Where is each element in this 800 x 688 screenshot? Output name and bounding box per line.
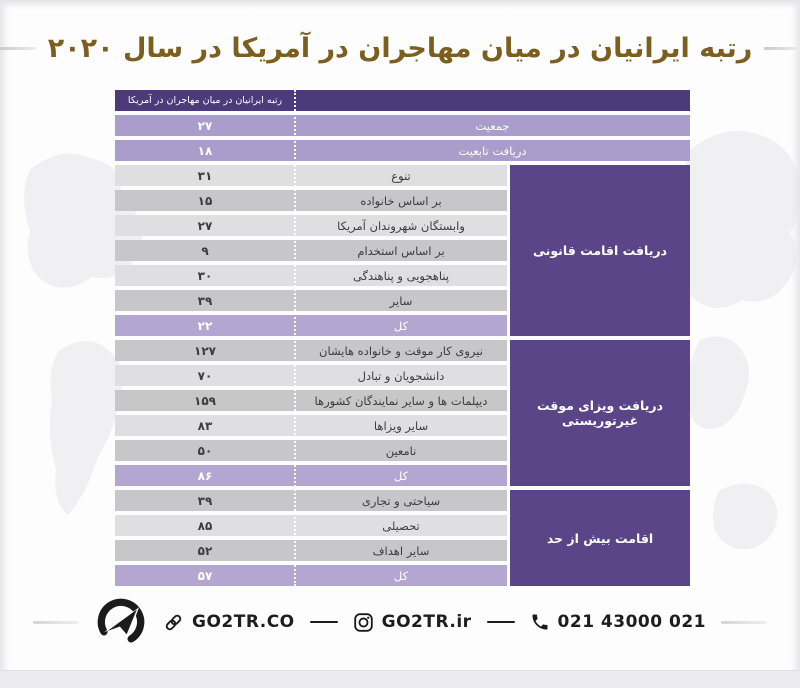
page-title: رتبه ایرانیان در میان مهاجران در آمریکا در سال ۲۰۲۰: [47, 32, 753, 64]
page-left-shade: [0, 0, 9, 688]
category-cell: وابستگان شهروندان آمریکا: [295, 215, 507, 236]
category-cell: دانشجویان و تبادل: [295, 365, 507, 386]
title-row: [0, 24, 800, 72]
page-bottom-bar: [0, 670, 800, 688]
category-cell: سایر ویزاها: [295, 415, 507, 436]
category-cell: بر اساس استخدام: [295, 240, 507, 261]
table-row: [115, 90, 690, 111]
category-cell: دیپلمات ها و سایر نمایندگان کشورها: [295, 390, 507, 411]
title-decoration-line-right: [764, 47, 800, 50]
footer-website-label: GO2TR.CO: [192, 612, 295, 632]
rank-cell: ۳۹: [115, 490, 295, 511]
column-separator-dotted: [508, 165, 510, 586]
rank-cell: ۲۲: [115, 315, 295, 336]
rank-cell: ۵۲: [115, 540, 295, 561]
group-block: اقامت بیش از حد: [510, 490, 690, 586]
title-decoration-line-left: [0, 47, 36, 50]
category-cell: دریافت تابعیت: [295, 140, 690, 161]
footer-instagram[interactable]: [353, 612, 472, 633]
rank-cell: ۱۲۷: [115, 340, 295, 361]
rank-cell: ۹: [115, 240, 295, 261]
link-icon: [163, 612, 184, 633]
column-separator-dotted: [294, 90, 296, 586]
rank-cell: ۳۹: [115, 290, 295, 311]
footer-instagram-label: GO2TR.ir: [381, 612, 472, 632]
total-cell: کل: [295, 565, 507, 586]
category-cell: بر اساس خانواده: [295, 190, 507, 211]
footer-phone-label: 021 43000 021: [557, 612, 706, 632]
rank-cell: ۳۱: [115, 165, 295, 186]
category-cell: سایر اهداف: [295, 540, 507, 561]
category-cell: پناهجویی و پناهندگی: [295, 265, 507, 286]
group-block: دریافت ویزای موقت غیرتوریستی: [510, 340, 690, 486]
footer: [0, 596, 800, 648]
go2tr-logo: [94, 595, 148, 649]
footer-separator-dash: [310, 621, 338, 624]
rank-cell: ۵۷: [115, 565, 295, 586]
rank-cell: ۸۵: [115, 515, 295, 536]
category-cell: جمعیت: [295, 115, 690, 136]
rank-cell: ۲۷: [115, 115, 295, 136]
rank-cell: ۲۷: [115, 215, 295, 236]
group-block: دریافت اقامت قانونی: [510, 165, 690, 336]
rank-cell: ۳۰: [115, 265, 295, 286]
page-top-shade: [0, 0, 800, 9]
rank-cell: ۱۵: [115, 190, 295, 211]
category-cell: نامعین: [295, 440, 507, 461]
table-row: [115, 115, 690, 136]
category-cell: سیاحتی و تجاری: [295, 490, 507, 511]
rank-table: [115, 90, 690, 586]
table-row: [115, 140, 690, 161]
phone-icon: [530, 612, 550, 632]
footer-phone[interactable]: [530, 612, 706, 632]
rank-cell: ۱۵۹: [115, 390, 295, 411]
rank-cell: ۱۸: [115, 140, 295, 161]
category-cell: تحصیلی: [295, 515, 507, 536]
category-cell: نیروی کار موقت و خانواده هایشان: [295, 340, 507, 361]
footer-decoration-line-right: [721, 621, 767, 624]
rank-cell: ۵۰: [115, 440, 295, 461]
category-cell: تنوع: [295, 165, 507, 186]
page-right-shade: [791, 0, 800, 688]
footer-separator-dash: [487, 621, 515, 624]
rank-cell: ۸۳: [115, 415, 295, 436]
footer-website[interactable]: [163, 612, 295, 633]
footer-decoration-line-left: [33, 621, 79, 624]
rank-cell: ۷۰: [115, 365, 295, 386]
rank-cell: ۸۶: [115, 465, 295, 486]
total-cell: کل: [295, 465, 507, 486]
category-cell: سایر: [295, 290, 507, 311]
rank-column-header: رتبه ایرانیان در میان مهاجران در آمریکا: [115, 90, 295, 111]
total-cell: کل: [295, 315, 507, 336]
instagram-icon: [353, 612, 374, 633]
table-header-bar: [295, 90, 690, 111]
